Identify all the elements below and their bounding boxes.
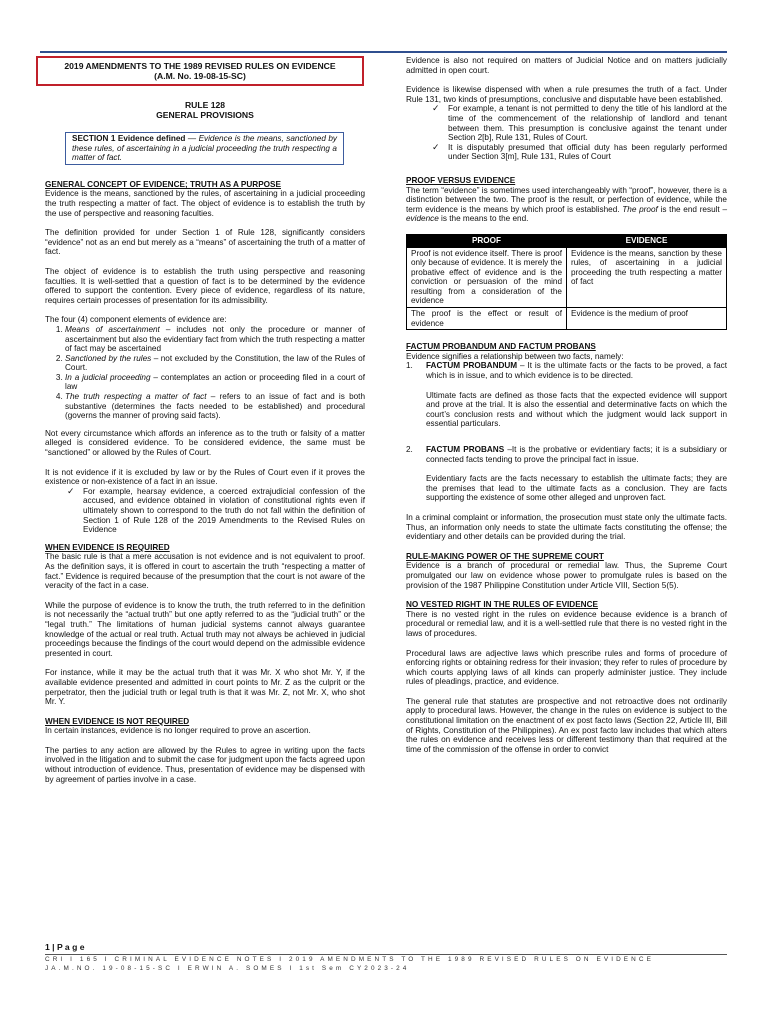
proof-evidence-table <box>406 234 727 330</box>
element-text: – not excluded by the Constitution, the law of the Rules of Court. <box>65 353 365 373</box>
proof-vs-text: is the means to the end. <box>438 214 529 224</box>
element-text: – contemplates an action or proceeding filed in a court of law <box>65 372 366 392</box>
rule-heading <box>45 100 365 120</box>
not-required-paragraph-3: Evidence is also not required on matters of Judicial Notice and on matters judicially admitted in open court. <box>406 56 727 75</box>
element-term: Sanctioned by the rules <box>65 353 152 363</box>
factum-text: –It is the probative or evidentiary facts; it is a subsidiary or connected facts tending to prove the principal fact in issue. <box>426 445 728 464</box>
item-number: 2. <box>406 445 413 454</box>
table-cell: Proof is not evidence itself. There is proof only because of evidence. It is merely the probative effect of evidence and is the conviction or persuasion of the mind resulting from a consideration of the evidence <box>407 247 567 308</box>
title-line-1: 2019 AMENDMENTS TO THE 1989 REVISED RULES ON EVIDENCE <box>64 61 336 71</box>
rule-number: RULE 128 <box>184 100 226 110</box>
footer-line-1: CRI I 165 I CRIMINAL EVIDENCE NOTES I 2019 AMENDMENTS TO THE 1989 REVISED RULES ON EVIDENCE <box>45 955 654 963</box>
general-heading: GENERAL CONCEPT OF EVIDENCE; TRUTH AS A PURPOSE <box>45 179 281 189</box>
proof-vs-heading: PROOF VERSUS EVIDENCE <box>406 175 516 185</box>
factum-note-2: Evidentiary facts are the facts necessary to establish the ultimate facts; they are the premises that lead to the ultimate facts as a conclusion. They are facts supporting the existence of some other alleged and unproven fact. <box>426 474 727 503</box>
section1-heading: SECTION 1 Evidence defined <box>72 134 186 143</box>
checklist-item: ✓ For example, a tenant is not permitted to deny the title of his landlord at the time of the commencement of the relationship of landlord and tenant between them. This presumption is conclusive against the tenant under Section 2[b], Rule 131, Rules of Court. <box>448 104 727 142</box>
table-cell: Evidence is the medium of proof <box>567 308 727 330</box>
general-paragraph-5: Not every circumstance which affords an inference as to the truth or falsity of a matter alleged is considered evidence. To be considered evidence, the same must be “sanctioned” or allowed by the Rules of Court. <box>45 428 365 458</box>
checklist <box>45 487 365 535</box>
required-paragraph-1: The basic rule is that a mere accusation is not evidence and is not equivalent to proof. As the definition says, it is offered in court to ascertain the truth “respecting a matter of fact.” Evidence is required because of the presumption that the court is not aware of the veracity of the fact in a case. <box>45 552 365 591</box>
rulemaking-heading: RULE-MAKING POWER OF THE SUPREME COURT <box>406 551 604 561</box>
table-header-row <box>407 234 727 247</box>
item-number: 1. <box>406 361 413 371</box>
factum-term: FACTUM PROBANDUM <box>426 361 518 371</box>
right-column <box>406 56 727 764</box>
table-cell: Evidence is the means, sanction by these rules, of ascertaining in a judicial proceeding the truth respecting a matter of fact <box>567 247 727 308</box>
proof-vs-text: is the end result – <box>657 204 728 214</box>
factum-intro: Evidence signifies a relationship between two facts, namely: <box>406 351 624 361</box>
proof-vs-text: The term “evidence” is sometimes used interchangeably with “proof”, however, there is a distinction between the two. The proof is the result, or perfection of evidence, while the term evidence is the means by which proof is established. <box>406 185 727 214</box>
element-item <box>65 325 365 354</box>
not-required-heading: WHEN EVIDENCE IS NOT REQUIRED <box>45 716 190 726</box>
factum-text: – It is the ultimate facts or the facts to be proved, a fact which is in issue, and to which evidence is to be directed. <box>426 361 727 381</box>
checklist-item: ✓ It is disputably presumed that official duty has been regularly performed under Section 3[m], Rule 131, Rules of Court <box>448 143 727 162</box>
table-cell: The proof is the effect or result of evidence <box>407 308 567 330</box>
factum-item-1 <box>406 361 727 380</box>
novested-paragraph-2: Procedural laws are adjective laws which prescribe rules and forms of procedure of enforcing rights or obtaining redress for their invasion; they refer to rules of procedure by which courts applying laws of all kinds can properly administer justice. They include rules of pleadings, practice, and evidence. <box>406 648 727 687</box>
item-body <box>426 361 727 380</box>
required-heading: WHEN EVIDENCE IS REQUIRED <box>45 542 170 552</box>
table-row <box>407 308 727 330</box>
general-paragraph-2: The definition provided for under Section 1 of Rule 128, significantly considers “evidence” not as an end but merely as a “means” of ascertaining the truth of a matter of fact. <box>45 228 365 257</box>
element-item <box>65 354 365 373</box>
section1-box <box>65 132 344 165</box>
title-line-2: (A.M. No. 19-08-15-SC) <box>154 71 246 81</box>
rule-name: GENERAL PROVISIONS <box>156 110 254 120</box>
document-title <box>36 56 364 86</box>
element-text: – refers to an issue of fact and is both substantive (determines the facts needed to be established) and procedural (governs the manner of proving said facts). <box>65 392 366 421</box>
section1-dash: — <box>185 134 199 143</box>
table-header: PROOF <box>407 234 567 247</box>
element-term: In a judicial proceeding <box>65 372 151 382</box>
not-required-paragraph-2: The parties to any action are allowed by the Rules to agree in writing upon the facts involved in the litigation and to submit the case for judgment upon the facts agreed upon without introduction of evidence. Thus, presentation of evidence may be dispensed with by agreement of parties involve in a case. <box>45 745 365 784</box>
factum-note-1: Ultimate facts are defined as those facts that the expected evidence will support and prove at the trial. It is also the essential and determinative facts on which the court’s conclusion rests and without which the judgment would lack support in essential particulars. <box>426 390 727 429</box>
factum-heading: FACTUM PROBANDUM AND FACTUM PROBANS <box>406 342 596 352</box>
factum-item-2 <box>406 445 727 464</box>
general-paragraph-3: The object of evidence is to establish the truth using perspective and reasoning faculties. It is well-settled that a question of fact is to be determined by the evidence offered to support the contention. Every piece of evidence, regardless of its nature, requires certain processes of presentation for its admissibility. <box>45 266 365 305</box>
checklist <box>406 104 727 162</box>
element-item <box>65 373 365 392</box>
element-term: The truth respecting a matter of fact <box>65 392 207 402</box>
header-rule-line <box>40 51 727 53</box>
table-row <box>407 247 727 308</box>
novested-paragraph-1: There is no vested right in the rules on evidence because evidence is a branch of procedural or remedial law, and it is a well-settled rule that there is no vested right in the laws of procedures. <box>406 609 727 638</box>
general-paragraph-6: It is not evidence if it is excluded by law or by the Rules of Court even if it proves the existence or non-existence of a fact in an issue. <box>45 467 365 487</box>
proof-vs-term: evidence <box>406 214 439 224</box>
rulemaking-paragraph: Evidence is a branch of procedural or remedial law. Thus, the Supreme Court promulgated our law on evidence whose power to promulgate rules is based on the provision of the 1987 Philippine Constitution under Article VIII, Section 5(5). <box>406 561 727 590</box>
proof-vs-term: The proof <box>622 204 658 214</box>
general-paragraph-4: The four (4) component elements of evidence are: <box>45 315 227 325</box>
factum-paragraph: In a criminal complaint or information, the prosecution must state only the ultimate facts. Thus, an information only needs to state the ultimate facts constituting the offense; the evidentiary and other details can be provided during the trial. <box>406 512 727 542</box>
not-required-paragraph-4: Evidence is likewise dispensed with when a rule presumes the truth of a fact. Under Rule 131, two kinds of presumptions, conclusive and disputable have been established. <box>406 85 727 104</box>
element-text: – includes not only the procedure or manner of ascertainment but also the evidentiary fact from which the truth respecting a matter of fact may be ascertained <box>65 324 365 354</box>
section1-text: Evidence is the means, sanctioned by these rules, of ascertaining in a judicial proceeding the truth respecting a matter of fact. <box>72 134 337 163</box>
novested-paragraph-3: The general rule that statutes are prospective and not retroactive does not ordinarily apply to procedural laws. However, the change in the rules on evidence is subject to the constitutional limitation on the enactment of ex post facto laws (Section 22, Article III, Bill of Rights, Constitution of the Philippines). An ex post facto law includes that which alters the rules on evidence and receives less or different testimony than that required at the time of the commission of the offense in order to convict <box>406 696 727 754</box>
left-column <box>45 56 365 794</box>
table-header: EVIDENCE <box>567 234 727 247</box>
required-paragraph-2: While the purpose of evidence is to know the truth, the truth referred to in the definition is not necessarily the “actual truth” but one aptly referred to as the “judicial truth” or the “legal truth.” The limitations of human judicial systems cannot always guarantee knowledge of the actual or real truth. Actual truth may not always be achieved in judicial proceedings because the findings of the court would depend on the admissible evidence presented in court. <box>45 600 365 658</box>
element-term: Means of ascertainment <box>65 324 160 334</box>
factum-term: FACTUM PROBANS <box>426 445 505 454</box>
page-footer <box>45 943 727 973</box>
page-number: 1 | P a g e <box>45 943 727 955</box>
item-body <box>426 445 727 464</box>
required-paragraph-3: For instance, while it may be the actual truth that it was Mr. X who shot Mr. Y, if the available evidence presented and admitted in court points to Mr. Z as the culprit or the perpetrator, then the judicial truth or legal truth is that it was Mr. Z, not Mr. X, who shot Mr. Y. <box>45 668 365 707</box>
checklist-item: ✓ For example, hearsay evidence, a coerced extrajudicial confession of the accused, and evidence obtained in violation of constitutional rights even if ultimately shown to correspond to the truth do not fall within the definition of Section 1 of Rule 128 of the 2019 Amendments to the Revised Rules on Evidence <box>83 487 365 535</box>
footer-line-2: JA.M.NO. 19-08-15-SC I ERWIN A. SOMES I 1st Sem CY2023-24 <box>45 964 410 972</box>
general-paragraph-1: Evidence is the means, sanctioned by the rules, of ascertaining in a judicial proceeding the truth respecting a matter of fact. The object of evidence is to establish the truth by the use of perspective and reasoning faculties. <box>45 189 365 218</box>
proof-vs-paragraph <box>406 186 727 224</box>
novested-heading: NO VESTED RIGHT IN THE RULES OF EVIDENCE <box>406 600 598 610</box>
not-required-paragraph-1: In certain instances, evidence is no longer required to prove an ascertion. <box>45 726 311 736</box>
element-item <box>65 392 365 421</box>
elements-list <box>45 325 365 421</box>
